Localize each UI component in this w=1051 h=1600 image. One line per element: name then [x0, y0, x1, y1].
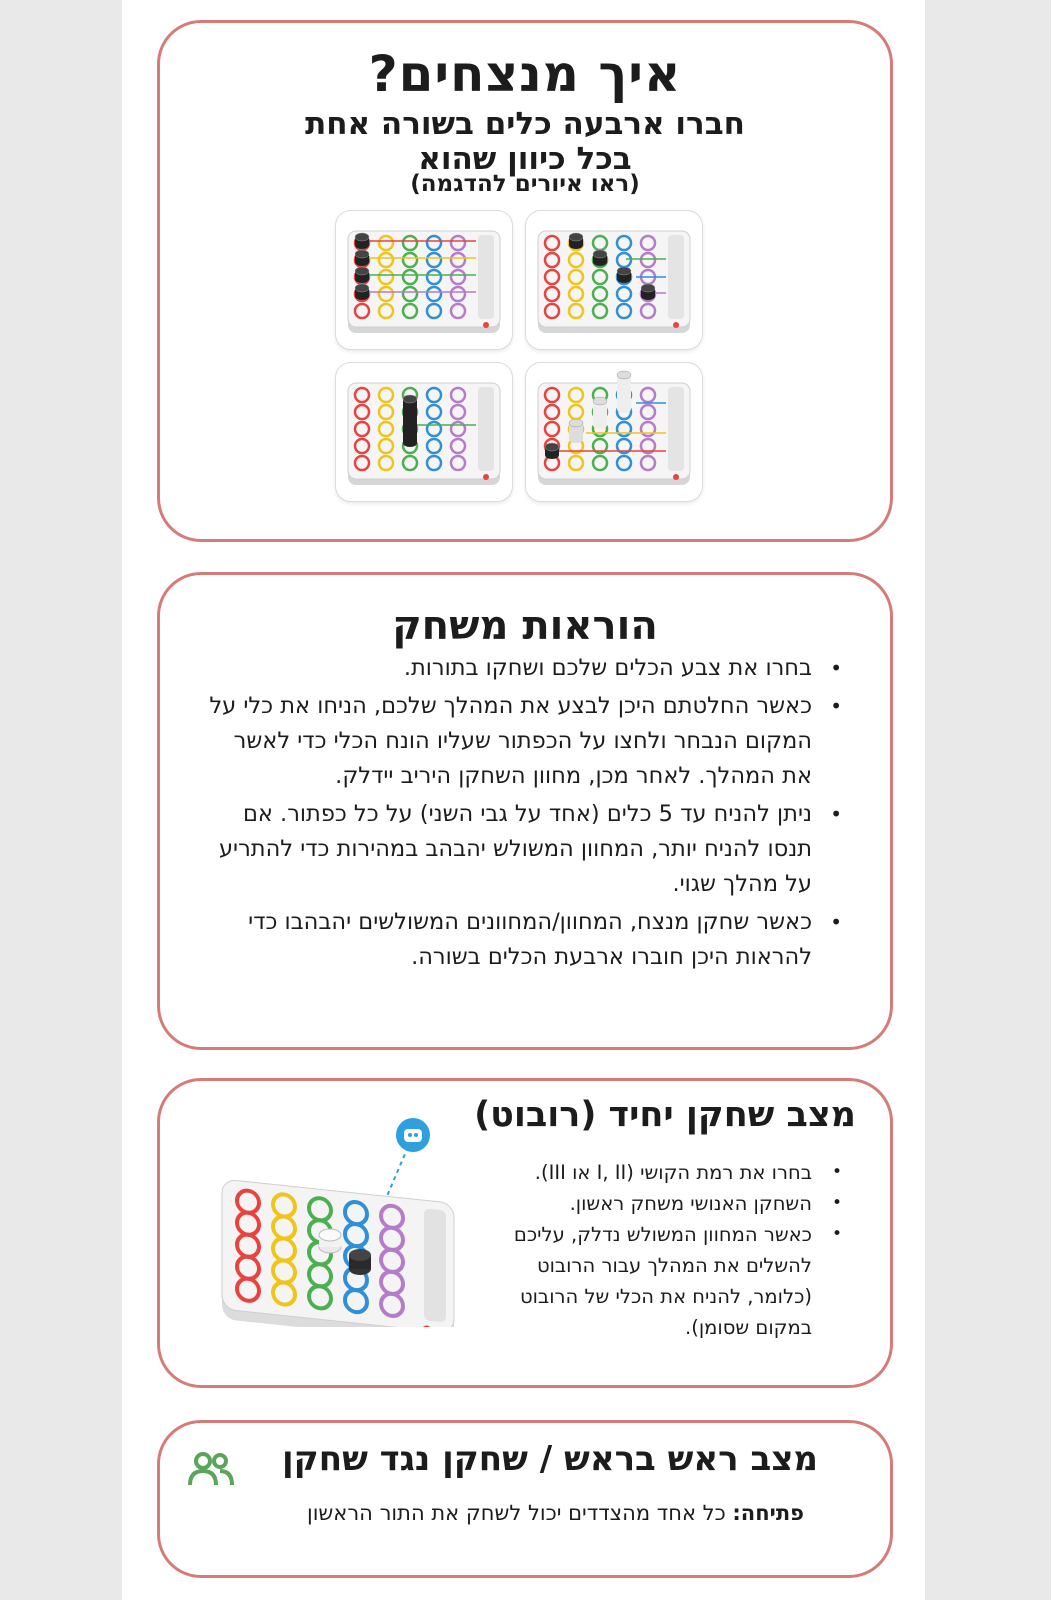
how-to-win-card	[157, 20, 893, 542]
two-players-icon	[186, 1449, 236, 1489]
how-to-win-title: איך מנצחים?	[368, 45, 682, 103]
head-to-head-title: מצב ראש בראש / שחקן נגד שחקן	[282, 1439, 818, 1479]
instruction-item: • ניתן להניח עד 5 כלים (אחד על גבי השני) על כל כפתור. אם תנסו להניח יותר, המחוון המשולש יהבהב במהירות כדי להתריע על מהלך שגוי.	[208, 797, 848, 902]
board-illustration	[526, 363, 702, 501]
example-board-stack	[335, 362, 513, 502]
board-illustration	[526, 211, 702, 349]
subtitle-line-2: בכל כיוון שהוא	[418, 141, 632, 177]
instructions-list	[208, 651, 848, 978]
board-illustration	[336, 363, 512, 501]
example-board-3d-diagonal	[525, 362, 703, 502]
instructions-card	[157, 572, 893, 1050]
instruction-item: • בחרו את צבע הכלים שלכם ושחקו בתורות.	[208, 651, 848, 686]
robot-board-illustration	[218, 1107, 468, 1327]
win-examples-grid	[335, 210, 705, 510]
opening-rule	[307, 1501, 804, 1525]
single-player-item: • בחרו את רמת הקושי (I, II או III).	[503, 1157, 848, 1188]
opening-text: כל אחד מהצדדים יכול לשחק את התור הראשון	[306, 1501, 733, 1525]
single-player-list	[503, 1157, 848, 1343]
illustrations-note: (ראו איורים להדגמה)	[410, 171, 640, 197]
single-player-title: מצב שחקן יחיד (רובוט)	[474, 1095, 856, 1135]
instruction-item: • כאשר שחקן מנצח, המחוון/המחוונים המשולשים יהבהבו כדי להראות היכן חוברו ארבעת הכלים בשורה.	[208, 905, 848, 975]
head-to-head-card	[157, 1420, 893, 1578]
instructions-title: הוראות משחק	[392, 603, 658, 649]
subtitle-line-1: חברו ארבעה כלים בשורה אחת	[305, 106, 745, 142]
opening-label: פתיחה:	[732, 1501, 804, 1525]
single-player-card	[157, 1078, 893, 1388]
how-to-win-subtitle	[160, 107, 890, 177]
example-board-horizontal	[335, 210, 513, 350]
board-illustration	[336, 211, 512, 349]
single-player-item: • השחקן האנושי משחק ראשון.	[503, 1188, 848, 1219]
instruction-item: • כאשר החלטתם היכן לבצע את המהלך שלכם, הניחו את כלי על המקום הנבחר ולחצו על הכפתור שעליו הונח הכלי כדי לאשר את המהלך. לאחר מכן, מחוון השחקן היריב יידלק.	[208, 689, 848, 794]
single-player-item: • כאשר המחוון המשולש נדלק, עליכם להשלים את המהלך עבור הרובוט (כלומר, להניח את הכלי של הרובוט במקום שסומן).	[503, 1219, 848, 1343]
example-board-diagonal	[525, 210, 703, 350]
